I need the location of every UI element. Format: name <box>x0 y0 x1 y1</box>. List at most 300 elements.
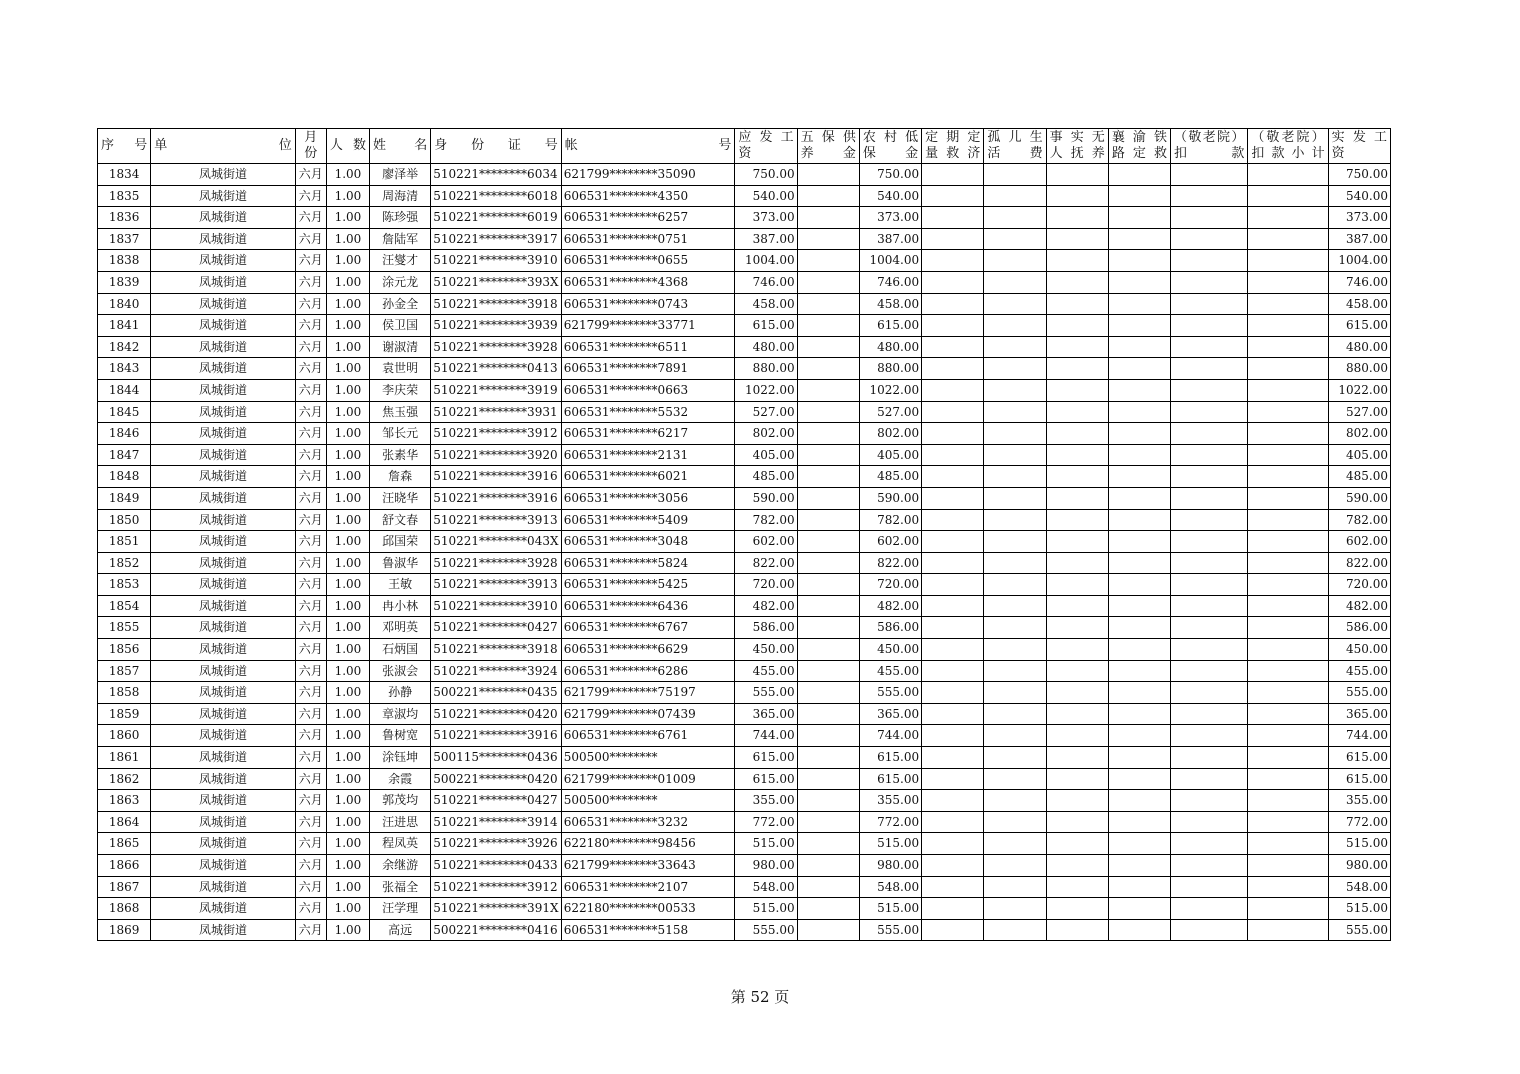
table-cell: 1.00 <box>326 185 369 207</box>
table-cell <box>984 466 1046 488</box>
table-cell <box>984 898 1046 920</box>
table-cell: 510221********3910 <box>431 595 562 617</box>
table-cell <box>922 336 984 358</box>
table-cell: 1856 <box>98 639 151 661</box>
table-cell: 782.00 <box>1328 509 1390 531</box>
table-cell <box>1171 595 1248 617</box>
table-cell: 1.00 <box>326 466 369 488</box>
table-cell: 606531********2131 <box>561 444 735 466</box>
table-cell <box>797 271 859 293</box>
table-cell: 凤城街道 <box>151 682 296 704</box>
table-cell: 1.00 <box>326 423 369 445</box>
table-cell: 1.00 <box>326 207 369 229</box>
table-cell <box>922 768 984 790</box>
table-cell <box>797 898 859 920</box>
table-cell <box>1108 293 1170 315</box>
table-cell <box>1171 855 1248 877</box>
table-cell: 606531********0751 <box>561 228 735 250</box>
table-cell: 606531********6511 <box>561 336 735 358</box>
table-cell <box>1046 336 1108 358</box>
table-cell: 1.00 <box>326 855 369 877</box>
table-row <box>98 833 1391 855</box>
table-cell: 张淑会 <box>370 660 431 682</box>
table-cell: 六月 <box>295 833 326 855</box>
table-cell: 500115********0436 <box>431 747 562 769</box>
table-cell: 615.00 <box>735 747 797 769</box>
table-cell: 涂钰坤 <box>370 747 431 769</box>
table-cell <box>1248 185 1328 207</box>
table-cell <box>1046 747 1108 769</box>
table-cell: 482.00 <box>859 595 921 617</box>
table-cell: 1.00 <box>326 639 369 661</box>
table-cell: 510221********3913 <box>431 509 562 531</box>
table-cell <box>1171 725 1248 747</box>
table-cell: 510221********0413 <box>431 358 562 380</box>
table-cell <box>1171 768 1248 790</box>
table-cell <box>984 725 1046 747</box>
table-cell: 606531********6629 <box>561 639 735 661</box>
table-cell: 邹长元 <box>370 423 431 445</box>
table-cell: 六月 <box>295 487 326 509</box>
table-cell: 606531********6021 <box>561 466 735 488</box>
table-cell <box>1171 898 1248 920</box>
table-cell: 606531********6767 <box>561 617 735 639</box>
table-cell: 586.00 <box>859 617 921 639</box>
table-cell <box>1171 487 1248 509</box>
table-cell <box>797 315 859 337</box>
table-cell: 606531********0663 <box>561 379 735 401</box>
table-cell <box>1248 207 1328 229</box>
column-header: 应 发 工 资 <box>735 129 797 164</box>
table-cell: 1.00 <box>326 487 369 509</box>
table-cell: 720.00 <box>859 574 921 596</box>
table-cell: 1.00 <box>326 315 369 337</box>
table-cell: 余霞 <box>370 768 431 790</box>
table-cell: 602.00 <box>1328 531 1390 553</box>
table-cell <box>797 682 859 704</box>
table-cell: 1849 <box>98 487 151 509</box>
table-cell: 六月 <box>295 617 326 639</box>
table-cell <box>1248 919 1328 941</box>
table-cell: 1004.00 <box>1328 250 1390 272</box>
table-cell: 邱国荣 <box>370 531 431 553</box>
table-cell: 凤城街道 <box>151 228 296 250</box>
table-cell: 510221********3917 <box>431 228 562 250</box>
table-cell: 1.00 <box>326 876 369 898</box>
table-cell <box>1248 660 1328 682</box>
column-header: 定 期 定 量 救 济 <box>922 129 984 164</box>
table-cell: 王敏 <box>370 574 431 596</box>
table-cell <box>1171 250 1248 272</box>
table-cell <box>1046 574 1108 596</box>
table-cell: 387.00 <box>735 228 797 250</box>
table-cell: 1850 <box>98 509 151 531</box>
table-cell: 482.00 <box>735 595 797 617</box>
table-cell: 1851 <box>98 531 151 553</box>
table-cell <box>1171 660 1248 682</box>
table-cell <box>1108 228 1170 250</box>
table-cell <box>1171 379 1248 401</box>
table-cell <box>1171 919 1248 941</box>
table-cell <box>984 595 1046 617</box>
table-cell: 606531********5425 <box>561 574 735 596</box>
table-cell: 606531********6286 <box>561 660 735 682</box>
table-cell: 606531********6257 <box>561 207 735 229</box>
table-row <box>98 639 1391 661</box>
table-row <box>98 250 1391 272</box>
table-cell <box>1108 531 1170 553</box>
table-cell <box>1046 682 1108 704</box>
table-cell: 387.00 <box>1328 228 1390 250</box>
table-cell <box>1108 379 1170 401</box>
table-cell: 凤城街道 <box>151 855 296 877</box>
table-cell: 1.00 <box>326 379 369 401</box>
table-row <box>98 855 1391 877</box>
table-cell: 606531********3048 <box>561 531 735 553</box>
table-cell <box>797 811 859 833</box>
table-cell: 1.00 <box>326 358 369 380</box>
table-cell: 510221********3939 <box>431 315 562 337</box>
table-cell: 606531********3232 <box>561 811 735 833</box>
table-cell: 450.00 <box>1328 639 1390 661</box>
table-cell: 510221********3931 <box>431 401 562 423</box>
table-cell: 凤城街道 <box>151 271 296 293</box>
table-cell: 621799********01009 <box>561 768 735 790</box>
table-cell: 1004.00 <box>859 250 921 272</box>
table-cell: 606531********5824 <box>561 552 735 574</box>
table-cell: 凤城街道 <box>151 293 296 315</box>
table-cell <box>1248 595 1328 617</box>
table-cell: 六月 <box>295 401 326 423</box>
table-cell <box>797 466 859 488</box>
table-cell: 510221********3916 <box>431 466 562 488</box>
table-cell <box>984 855 1046 877</box>
table-cell: 615.00 <box>859 315 921 337</box>
table-cell <box>984 401 1046 423</box>
table-cell: 1.00 <box>326 703 369 725</box>
table-cell: 621799********33771 <box>561 315 735 337</box>
table-cell: 凤城街道 <box>151 660 296 682</box>
table-cell <box>984 919 1046 941</box>
table-cell <box>1248 725 1328 747</box>
table-cell: 555.00 <box>859 919 921 941</box>
table-cell <box>1248 855 1328 877</box>
table-cell: 周海清 <box>370 185 431 207</box>
table-cell <box>1108 185 1170 207</box>
table-cell <box>922 487 984 509</box>
table-row <box>98 682 1391 704</box>
table-cell: 袁世明 <box>370 358 431 380</box>
table-cell: 1.00 <box>326 595 369 617</box>
table-cell: 515.00 <box>735 898 797 920</box>
table-cell: 750.00 <box>1328 164 1390 186</box>
table-cell <box>1046 401 1108 423</box>
table-cell <box>1171 790 1248 812</box>
table-cell <box>797 487 859 509</box>
table-cell: 1.00 <box>326 811 369 833</box>
table-cell: 高远 <box>370 919 431 941</box>
table-cell <box>922 811 984 833</box>
table-cell <box>1046 876 1108 898</box>
table-cell: 1.00 <box>326 898 369 920</box>
table-cell: 1852 <box>98 552 151 574</box>
table-cell: 六月 <box>295 811 326 833</box>
table-cell: 750.00 <box>859 164 921 186</box>
table-cell: 500500******** <box>561 747 735 769</box>
table-cell: 张素华 <box>370 444 431 466</box>
table-cell <box>1108 855 1170 877</box>
table-cell <box>922 747 984 769</box>
table-cell: 1.00 <box>326 401 369 423</box>
table-cell: 510221********3926 <box>431 833 562 855</box>
table-cell <box>1046 531 1108 553</box>
table-cell <box>1108 703 1170 725</box>
column-header: 月份 <box>295 129 326 164</box>
table-cell: 凤城街道 <box>151 617 296 639</box>
table-cell: 六月 <box>295 164 326 186</box>
table-cell: 六月 <box>295 703 326 725</box>
table-cell: 1.00 <box>326 747 369 769</box>
table-cell <box>922 293 984 315</box>
table-cell <box>797 444 859 466</box>
table-cell: 606531********5532 <box>561 401 735 423</box>
table-cell <box>1171 747 1248 769</box>
table-cell: 1.00 <box>326 552 369 574</box>
table-cell: 621799********35090 <box>561 164 735 186</box>
table-cell <box>1108 423 1170 445</box>
table-cell <box>984 164 1046 186</box>
table-cell <box>1046 293 1108 315</box>
table-cell: 500221********0435 <box>431 682 562 704</box>
table-cell <box>1046 811 1108 833</box>
table-cell: 詹陆军 <box>370 228 431 250</box>
table-cell: 515.00 <box>859 833 921 855</box>
table-row <box>98 271 1391 293</box>
table-cell <box>1046 509 1108 531</box>
table-cell <box>984 682 1046 704</box>
column-header: 序 号 <box>98 129 151 164</box>
table-cell <box>922 315 984 337</box>
table-cell: 六月 <box>295 768 326 790</box>
table-cell: 六月 <box>295 250 326 272</box>
table-row <box>98 768 1391 790</box>
table-cell <box>922 466 984 488</box>
table-cell: 凤城街道 <box>151 639 296 661</box>
table-cell <box>922 531 984 553</box>
table-cell <box>922 919 984 941</box>
table-cell: 590.00 <box>735 487 797 509</box>
table-cell: 六月 <box>295 747 326 769</box>
table-cell <box>797 185 859 207</box>
table-cell: 540.00 <box>1328 185 1390 207</box>
table-cell: 615.00 <box>735 315 797 337</box>
table-row <box>98 552 1391 574</box>
table-cell: 1843 <box>98 358 151 380</box>
table-cell <box>984 336 1046 358</box>
table-cell: 1860 <box>98 725 151 747</box>
table-row <box>98 876 1391 898</box>
table-cell: 1853 <box>98 574 151 596</box>
table-cell <box>1171 617 1248 639</box>
table-cell: 622180********98456 <box>561 833 735 855</box>
table-cell: 詹森 <box>370 466 431 488</box>
table-cell: 744.00 <box>735 725 797 747</box>
table-cell: 凤城街道 <box>151 423 296 445</box>
table-row <box>98 574 1391 596</box>
table-cell: 1867 <box>98 876 151 898</box>
table-cell: 焦玉强 <box>370 401 431 423</box>
table-cell: 1847 <box>98 444 151 466</box>
table-row <box>98 660 1391 682</box>
table-cell <box>1046 617 1108 639</box>
table-cell <box>1108 898 1170 920</box>
table-cell: 六月 <box>295 271 326 293</box>
table-row <box>98 919 1391 941</box>
table-cell <box>1248 271 1328 293</box>
table-cell <box>1248 315 1328 337</box>
table-cell <box>1046 855 1108 877</box>
table-cell <box>1171 271 1248 293</box>
table-cell <box>1108 725 1170 747</box>
table-cell <box>984 811 1046 833</box>
table-cell: 1.00 <box>326 919 369 941</box>
table-cell: 1022.00 <box>859 379 921 401</box>
table-cell <box>1171 228 1248 250</box>
table-cell: 1.00 <box>326 833 369 855</box>
table-cell: 1845 <box>98 401 151 423</box>
table-cell <box>797 617 859 639</box>
table-cell <box>797 660 859 682</box>
table-cell: 510221********0427 <box>431 790 562 812</box>
table-cell: 1868 <box>98 898 151 920</box>
table-row <box>98 336 1391 358</box>
table-row <box>98 358 1391 380</box>
table-cell: 510221********393X <box>431 271 562 293</box>
table-cell: 汪进思 <box>370 811 431 833</box>
table-cell: 凤城街道 <box>151 509 296 531</box>
table-cell: 458.00 <box>1328 293 1390 315</box>
table-cell: 1835 <box>98 185 151 207</box>
table-cell <box>984 444 1046 466</box>
table-cell: 606531********7891 <box>561 358 735 380</box>
table-cell: 章淑均 <box>370 703 431 725</box>
table-cell: 凤城街道 <box>151 444 296 466</box>
table-cell: 1.00 <box>326 725 369 747</box>
table-cell: 1.00 <box>326 790 369 812</box>
table-cell: 387.00 <box>859 228 921 250</box>
table-cell: 548.00 <box>1328 876 1390 898</box>
table-cell <box>797 725 859 747</box>
table-cell: 365.00 <box>859 703 921 725</box>
table-cell <box>1171 811 1248 833</box>
table-cell: 590.00 <box>859 487 921 509</box>
table-cell <box>922 271 984 293</box>
table-cell: 鲁淑华 <box>370 552 431 574</box>
table-cell <box>1046 725 1108 747</box>
table-cell <box>797 401 859 423</box>
table-cell: 六月 <box>295 725 326 747</box>
table-cell: 凤城街道 <box>151 574 296 596</box>
table-cell <box>1248 833 1328 855</box>
table-cell: 1836 <box>98 207 151 229</box>
table-cell: 凤城街道 <box>151 747 296 769</box>
table-cell: 六月 <box>295 574 326 596</box>
table-cell: 汪燮才 <box>370 250 431 272</box>
table-cell: 602.00 <box>859 531 921 553</box>
table-row <box>98 898 1391 920</box>
table-cell <box>1108 552 1170 574</box>
table-cell <box>797 379 859 401</box>
table-cell <box>797 747 859 769</box>
table-cell: 凤城街道 <box>151 552 296 574</box>
table-cell: 凤城街道 <box>151 185 296 207</box>
table-cell <box>1248 898 1328 920</box>
table-cell <box>984 876 1046 898</box>
table-cell: 606531********0655 <box>561 250 735 272</box>
table-cell <box>922 703 984 725</box>
table-cell <box>1248 876 1328 898</box>
table-cell <box>922 639 984 661</box>
table-cell <box>797 703 859 725</box>
table-cell: 822.00 <box>1328 552 1390 574</box>
table-cell: 621799********75197 <box>561 682 735 704</box>
table-cell: 凤城街道 <box>151 833 296 855</box>
table-cell: 六月 <box>295 185 326 207</box>
table-cell: 六月 <box>295 207 326 229</box>
table-cell: 355.00 <box>735 790 797 812</box>
table-row <box>98 315 1391 337</box>
table-cell: 615.00 <box>859 747 921 769</box>
table-cell <box>1171 833 1248 855</box>
table-cell: 405.00 <box>735 444 797 466</box>
table-cell <box>984 379 1046 401</box>
table-cell: 1.00 <box>326 531 369 553</box>
table-cell: 1.00 <box>326 444 369 466</box>
table-cell <box>1248 487 1328 509</box>
table-cell: 凤城街道 <box>151 595 296 617</box>
table-cell <box>1248 639 1328 661</box>
table-cell <box>984 660 1046 682</box>
table-cell: 510221********3916 <box>431 725 562 747</box>
table-cell: 1862 <box>98 768 151 790</box>
table-cell <box>1108 595 1170 617</box>
table-row <box>98 423 1391 445</box>
table-cell: 455.00 <box>735 660 797 682</box>
table-cell: 480.00 <box>1328 336 1390 358</box>
table-cell: 500221********0416 <box>431 919 562 941</box>
table-cell <box>1046 358 1108 380</box>
table-cell: 590.00 <box>1328 487 1390 509</box>
table-cell <box>1248 531 1328 553</box>
table-cell: 450.00 <box>735 639 797 661</box>
table-cell <box>1171 876 1248 898</box>
table-cell <box>984 703 1046 725</box>
table-cell <box>984 185 1046 207</box>
table-cell <box>797 423 859 445</box>
table-cell <box>797 336 859 358</box>
table-cell: 720.00 <box>1328 574 1390 596</box>
table-cell <box>1171 509 1248 531</box>
table-cell <box>1248 358 1328 380</box>
table-cell: 1004.00 <box>735 250 797 272</box>
table-cell <box>1108 164 1170 186</box>
table-cell <box>1248 509 1328 531</box>
table-cell: 六月 <box>295 876 326 898</box>
table-cell <box>1248 293 1328 315</box>
table-cell: 510221********3918 <box>431 639 562 661</box>
table-cell: 510221********0433 <box>431 855 562 877</box>
table-cell <box>1171 185 1248 207</box>
